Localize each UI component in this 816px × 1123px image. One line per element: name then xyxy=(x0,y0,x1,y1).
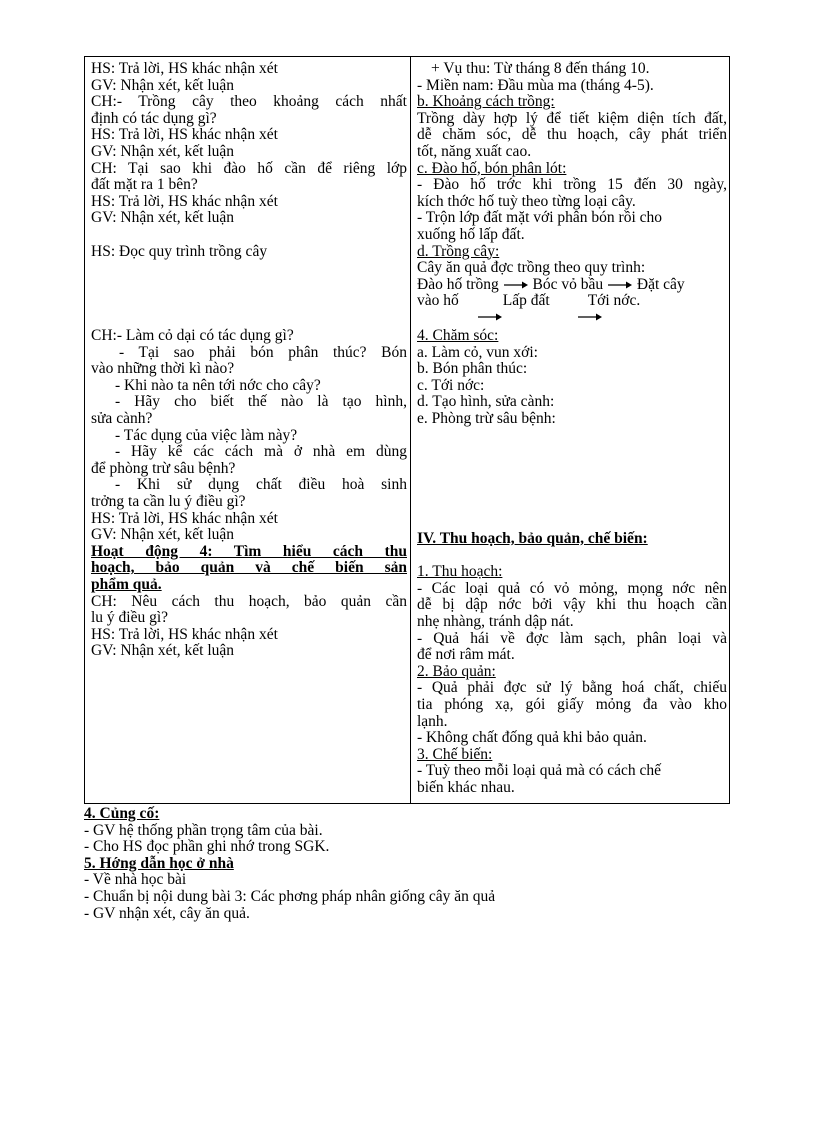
arrow-right-icon xyxy=(577,312,603,322)
text-line: CH:- Trồng cây theo khoảng cách nhất xyxy=(91,93,407,111)
activity-heading: hoạch, bảo quản và chế biến sản xyxy=(91,559,407,577)
text-line: biến khác nhau. xyxy=(417,778,515,796)
text-line: CH: Tại sao khi đào hố cần để riêng lớp xyxy=(91,159,407,177)
text-line: GV: Nhận xét, kết luận xyxy=(91,642,235,660)
teacher-activities-column xyxy=(91,61,407,260)
text-line: - Hãy kể các cách mà ở nhà em dùng xyxy=(115,443,407,461)
process-step: Đào hố trồng xyxy=(417,275,499,293)
text-line: Trồng dày hợp lý để tiết kiệm diện tích đất, xyxy=(417,109,727,127)
process-flow xyxy=(417,277,727,294)
harvest-section xyxy=(417,531,727,797)
care-item: e. Phòng trừ sâu bệnh: xyxy=(417,409,556,427)
text-line: tia phóng xạ, gói giấy mỏng đa vào kho xyxy=(417,695,727,713)
section-heading: IV. Thu hoạch, bảo quản, chế biến: xyxy=(417,530,648,547)
text-line: - Tại sao phải bón phân thúc? Bón xyxy=(119,343,407,361)
process-step: Lấp đất xyxy=(502,292,550,310)
content-column xyxy=(417,61,727,328)
arrow-right-icon xyxy=(607,280,633,290)
text-line: - Tuỳ theo mỗi loại quả mà có cách chế xyxy=(417,762,662,780)
care-item: a. Làm cỏ, vun xới: xyxy=(417,343,538,361)
section-heading: b. Khoảng cách trồng: xyxy=(417,93,555,111)
text-line: - Hãy cho biết thế nào là tạo hình, xyxy=(115,393,407,411)
care-section xyxy=(417,328,727,428)
activity-heading: Hoạt động 4: Tìm hiểu cách thu xyxy=(91,542,407,560)
arrow-right-icon xyxy=(477,312,503,322)
text-line: HS: Trả lời, HS khác nhận xét xyxy=(91,126,278,144)
text-line: - Chuẩn bị nội dung bài 3: Các phơng pháp nhân giống cây ăn quả xyxy=(84,887,496,905)
arrow-right-icon xyxy=(503,280,529,290)
section-heading: d. Trồng cây: xyxy=(417,242,500,260)
column-divider xyxy=(410,57,411,803)
text-line: - Khi nào ta nên tới nớc cho cây? xyxy=(115,376,321,394)
text-line: HS: Trả lời, HS khác nhận xét xyxy=(91,192,278,210)
text-line: đất mặt ra 1 bên? xyxy=(91,176,198,194)
text-line: GV: Nhận xét, kết luận xyxy=(91,142,235,160)
text-line: định có tác dụng gì? xyxy=(91,109,217,127)
section-heading: c. Đào hố, bón phân lót: xyxy=(417,159,567,177)
care-questions xyxy=(91,328,407,660)
care-item: c. Tới nớc: xyxy=(417,376,485,394)
activity-heading: phẩm quả. xyxy=(91,575,162,593)
text-line: xuống hố lấp đất. xyxy=(417,225,525,243)
text-line: - Cho HS đọc phần ghi nhớ trong SGK. xyxy=(84,838,330,856)
text-line: - Về nhà học bài xyxy=(84,871,187,889)
subsection-heading: 1. Thu hoạch: xyxy=(417,563,503,581)
text-line: lạnh. xyxy=(417,712,448,730)
text-line: Cây ăn quả đợc trồng theo quy trình: xyxy=(417,259,646,277)
consolidation-heading: 4. Củng cố: xyxy=(84,805,160,822)
text-line: GV: Nhận xét, kết luận xyxy=(91,526,235,544)
text-line: dễ chăm sóc, dễ thu hoạch, cây phát triển xyxy=(417,126,727,144)
text-line: - Quả hái về đợc làm sạch, phân loại và xyxy=(417,629,727,647)
subsection-heading: 2. Bảo quản: xyxy=(417,662,496,680)
text-line: kích thớc hố tuỳ theo từng loại cây. xyxy=(417,192,636,210)
lesson-table xyxy=(84,56,730,804)
text-line: dễ bị dập nớc bởi vậy khi thu hoạch cần xyxy=(417,596,727,614)
text-line: CH: Nêu cách thu hoạch, bảo quản cần xyxy=(91,592,407,610)
text-line: vào những thời kì nào? xyxy=(91,360,235,378)
text-line: - Trộn lớp đất mặt với phân bón rồi cho xyxy=(417,209,663,227)
text-line: - Các loại quả có vỏ mỏng, mọng nớc nên xyxy=(417,579,727,597)
text-line: lu ý điều gì? xyxy=(91,609,169,627)
care-item: d. Tạo hình, sửa cành: xyxy=(417,393,555,411)
text-line: để nơi râm mát. xyxy=(417,646,515,664)
text-line: tốt, năng xuất cao. xyxy=(417,142,532,160)
text-line: + Vụ thu: Từ tháng 8 đến tháng 10. xyxy=(431,60,650,77)
text-line: HS: Trả lời, HS khác nhận xét xyxy=(91,625,278,643)
text-line: - Đào hố trớc khi trồng 15 đến 30 ngày, xyxy=(417,176,727,194)
text-line: sửa cành? xyxy=(91,409,153,427)
text-line: HS: Trả lời, HS khác nhận xét xyxy=(91,509,278,527)
process-step: Đặt cây xyxy=(636,275,685,293)
care-item: b. Bón phân thúc: xyxy=(417,360,528,378)
text-line: - Quả phải đợc sử lý bằng hoá chất, chiếu xyxy=(417,679,727,697)
section-heading: 4. Chăm sóc: xyxy=(417,327,499,344)
lesson-closing xyxy=(84,806,724,922)
text-line: - Miền nam: Đầu mùa ma (tháng 4-5). xyxy=(417,76,654,94)
text-line: GV: Nhận xét, kết luận xyxy=(91,209,235,227)
text-line: - Khi sử dụng chất điều hoà sinh xyxy=(115,476,407,494)
subsection-heading: 3. Chế biến: xyxy=(417,745,493,763)
text-line: GV: Nhận xét, kết luận xyxy=(91,76,235,94)
process-step: vào hố xyxy=(417,292,459,310)
text-line: nhẹ nhàng, tránh dập nát. xyxy=(417,612,574,630)
process-arrows xyxy=(417,310,727,328)
text-line: - GV nhận xét, cây ăn quả. xyxy=(84,904,250,922)
process-step: Bóc vỏ bầu xyxy=(532,275,604,293)
process-step: Tới nớc. xyxy=(587,292,641,310)
process-flow-row2 xyxy=(417,293,727,310)
text-line: - Tác dụng của việc làm này? xyxy=(115,426,298,444)
homework-heading: 5. Hớng dẫn học ở nhà xyxy=(84,854,234,872)
text-line: trởng ta cần lu ý điều gì? xyxy=(91,492,246,510)
text-line: để phòng trừ sâu bệnh? xyxy=(91,459,236,477)
text-line: CH:- Làm cỏ dại có tác dụng gì? xyxy=(91,327,294,344)
text-line: HS: Trả lời, HS khác nhận xét xyxy=(91,60,278,77)
text-line: - Không chất đống quả khi bảo quản. xyxy=(417,729,647,747)
text-line: - GV hệ thống phần trọng tâm của bài. xyxy=(84,821,323,839)
text-line: HS: Đọc quy trình trồng cây xyxy=(91,242,268,260)
